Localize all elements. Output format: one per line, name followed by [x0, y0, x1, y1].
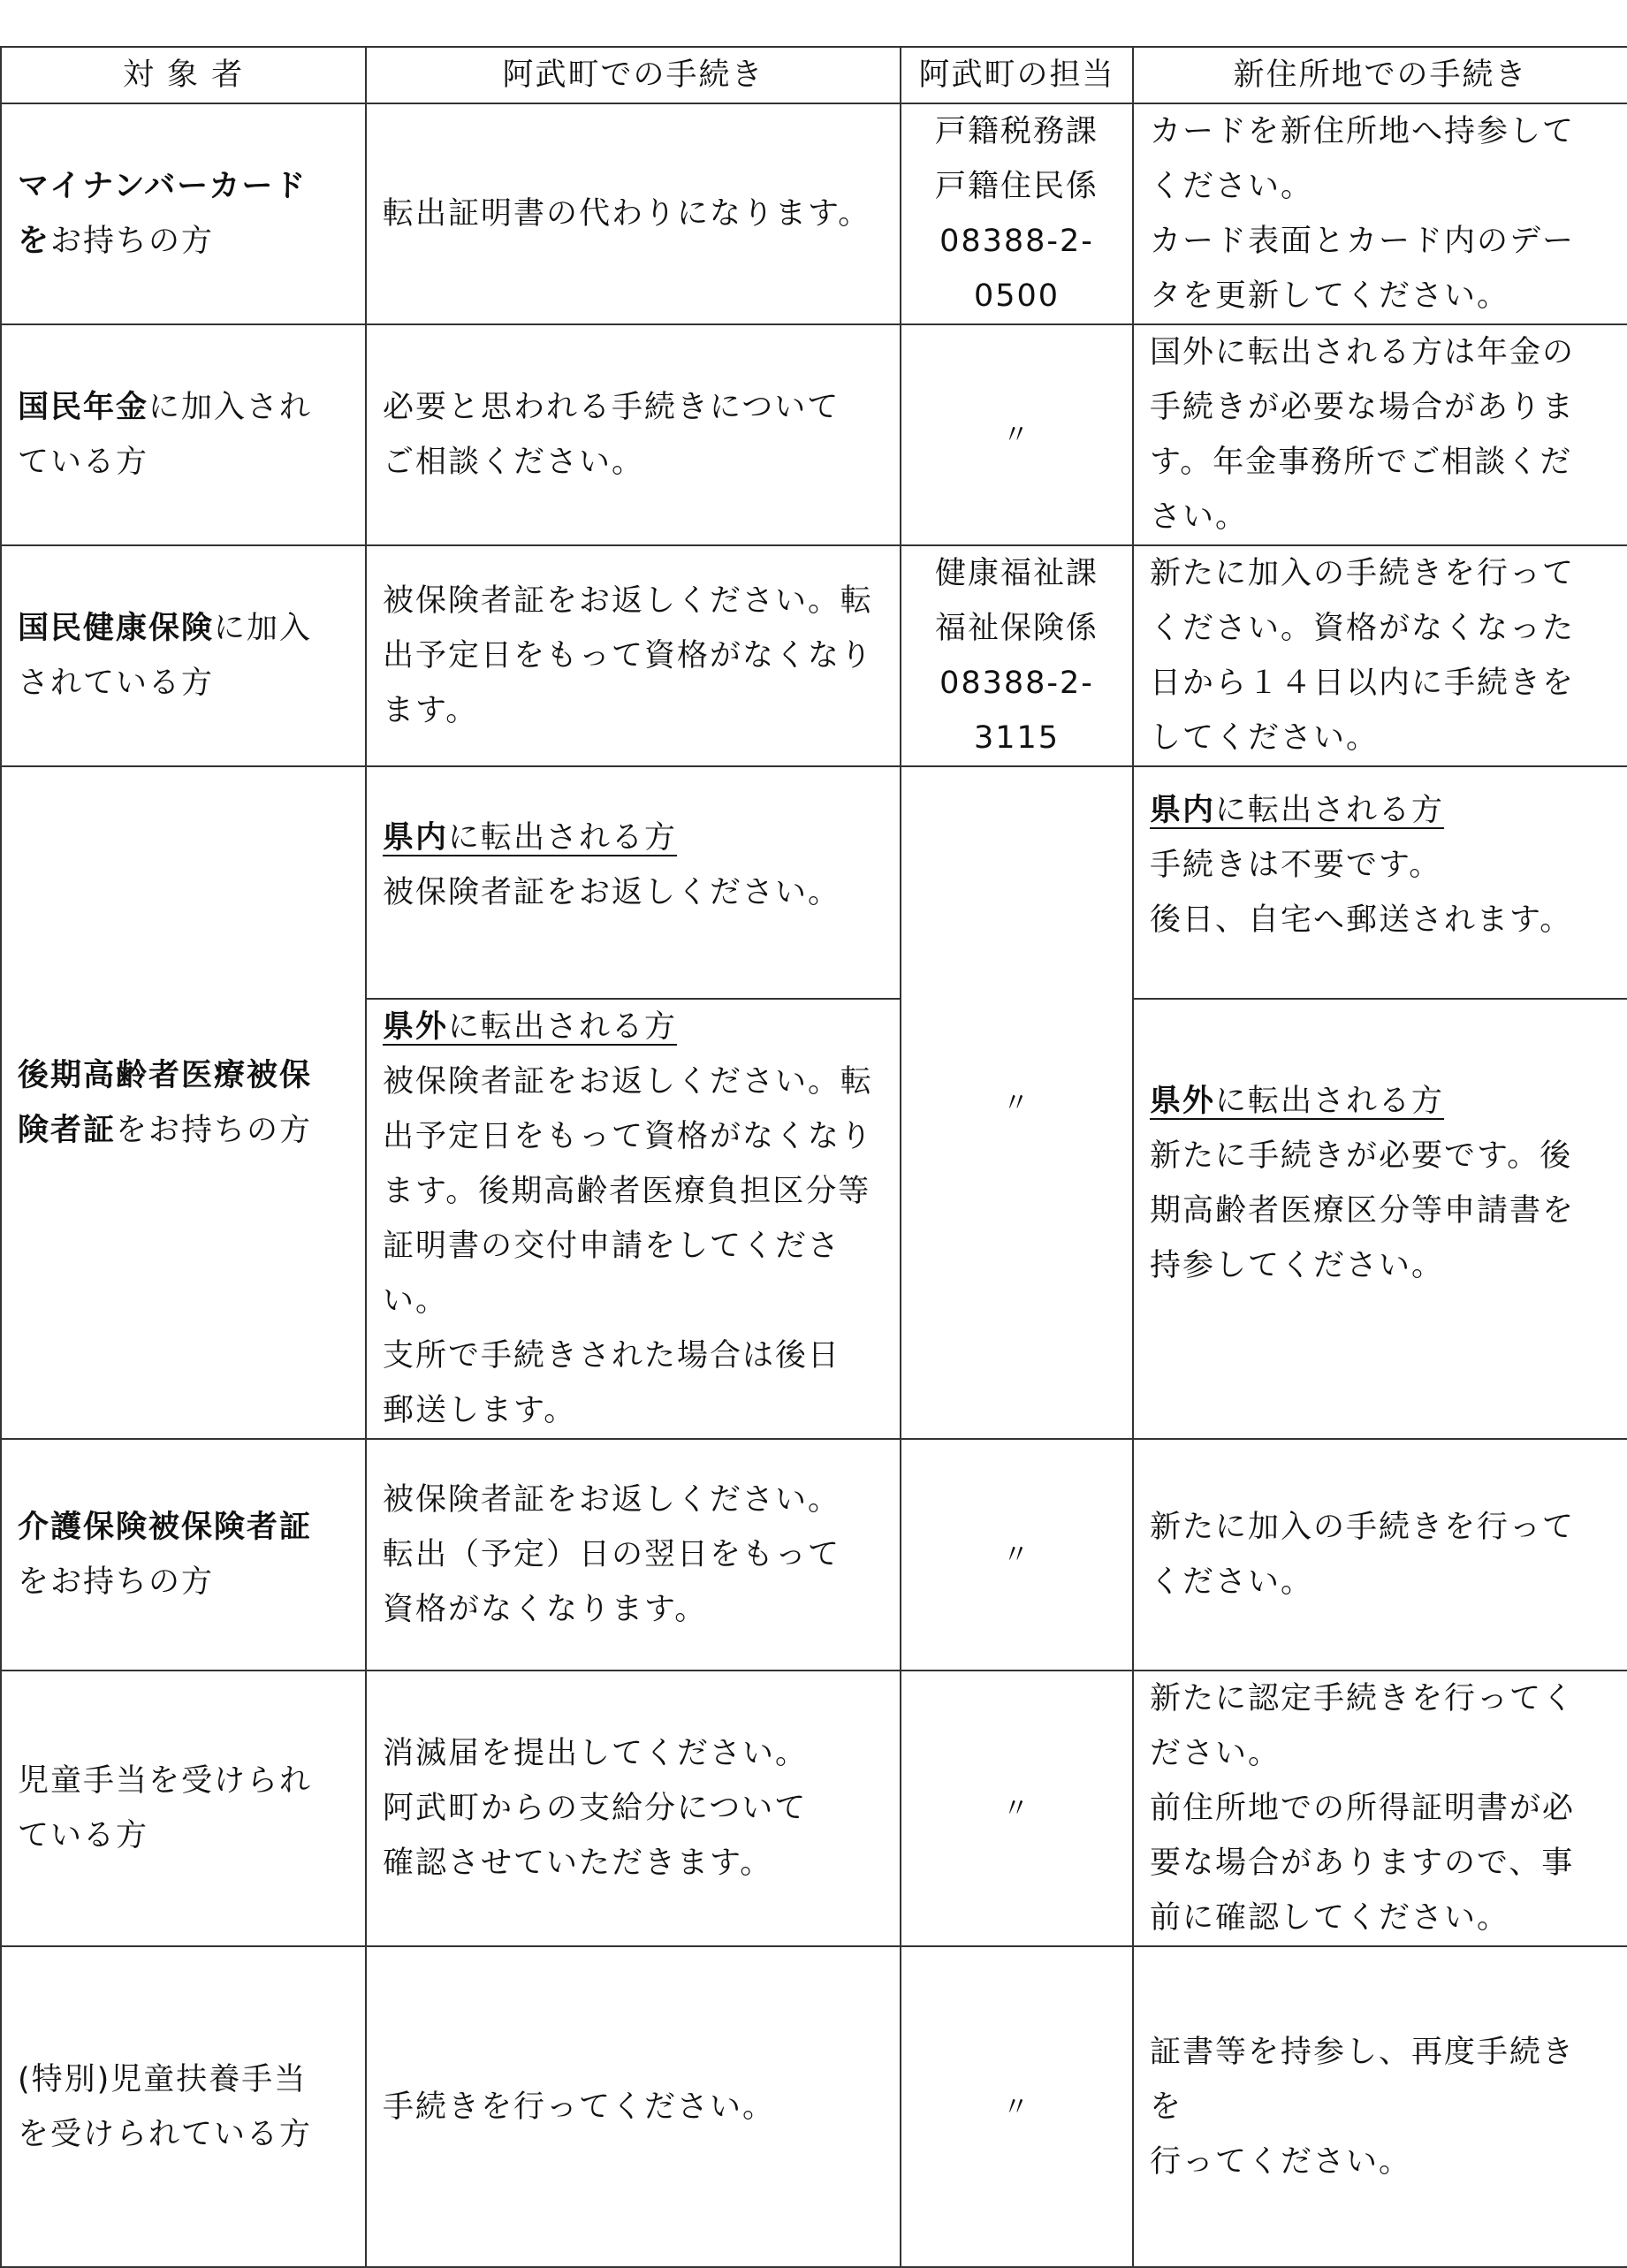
ditto-mark: 〃 — [1002, 2091, 1031, 2123]
target-cell — [1, 766, 366, 1439]
heading-text: に転出される方 — [1215, 792, 1445, 828]
abu-text: ます。 — [383, 693, 479, 728]
new-text: カード表面とカード内のデー — [1150, 224, 1576, 259]
abu-procedure-cell — [366, 103, 901, 324]
new-procedure-cell — [1133, 1946, 1627, 2267]
new-text: ください。 — [1150, 1564, 1314, 1600]
new-procedure-cell — [1133, 999, 1627, 1439]
contact-cell — [901, 103, 1133, 324]
new-text: ださい。 — [1150, 1736, 1281, 1771]
new-text: 手続きが必要な場合がありま — [1150, 390, 1576, 425]
target-text: に加入され — [148, 390, 313, 425]
ditto-mark: 〃 — [1002, 1793, 1031, 1824]
abu-text: 被保険者証をお返しください。転 — [383, 583, 874, 619]
target-text: に加入 — [214, 611, 313, 646]
heading-text: に転出される方 — [448, 819, 678, 856]
new-text: カードを新住所地へ持参して — [1150, 114, 1576, 149]
contact-section: 福祉保険係 — [934, 611, 1099, 646]
new-procedure-cell — [1133, 1439, 1627, 1671]
new-text: 後日、自宅へ郵送されます。 — [1150, 902, 1573, 938]
abu-procedure-cell — [366, 999, 901, 1439]
abu-text: 転出（予定）日の翌日をもって — [383, 1537, 841, 1572]
table-row-elderly-in-pref — [1, 766, 1627, 999]
contact-cell — [901, 1439, 1133, 1671]
abu-text: 手続きを行ってください。 — [383, 2089, 776, 2125]
abu-procedure-cell — [366, 766, 901, 999]
new-text: 証書等を持参し、再度手続き — [1150, 2034, 1576, 2070]
ditto-mark: 〃 — [1002, 1540, 1031, 1571]
abu-procedure-cell — [366, 1946, 901, 2267]
abu-text: 阿武町からの支給分について — [383, 1791, 808, 1826]
new-text: ください。資格がなくなった — [1150, 611, 1576, 646]
target-bold: を — [18, 224, 51, 259]
abu-text: 消滅届を提出してください。 — [383, 1736, 809, 1771]
abu-text: 出予定日をもって資格がなくなり — [383, 638, 874, 674]
new-text: 日から１４日以内に手続きを — [1150, 666, 1576, 701]
target-bold: 介護保険被保険者証 — [18, 1510, 313, 1545]
heading-text: に転出される方 — [1215, 1084, 1445, 1119]
new-text: 期高齢者医療区分等申請書を — [1150, 1193, 1576, 1229]
target-bold: マイナンバーカード — [18, 169, 308, 204]
abu-procedure-cell — [366, 324, 901, 545]
new-procedure-cell — [1133, 103, 1627, 324]
new-text: 新たに加入の手続きを行って — [1150, 1510, 1576, 1545]
contact-dept: 健康福祉課 — [934, 556, 1099, 591]
table-row-pension — [1, 324, 1627, 545]
contact-cell — [901, 1671, 1133, 1946]
ditto-mark: 〃 — [1002, 420, 1031, 451]
header-new-procedure: 新住所地での手続き — [1133, 47, 1627, 103]
heading-bold: 県外 — [383, 1009, 449, 1045]
contact-dept: 戸籍税務課 — [934, 114, 1099, 149]
new-text: 前に確認してください。 — [1150, 1900, 1510, 1936]
contact-cell — [901, 324, 1133, 545]
abu-text: 出予定日をもって資格がなくなり — [383, 1119, 874, 1154]
abu-text: 必要と思われる手続きについて — [383, 390, 840, 425]
new-text: 国外に転出される方は年金の — [1150, 335, 1576, 370]
target-cell — [1, 103, 366, 324]
target-cell — [1, 1946, 366, 2267]
target-text: (特別)児童扶養手当 — [18, 2061, 308, 2097]
target-cell — [1, 324, 366, 545]
contact-section: 戸籍住民係 — [934, 169, 1099, 204]
table-row-child — [1, 1671, 1627, 1946]
abu-text: 被保険者証をお返しください。 — [383, 874, 841, 910]
target-text: ている方 — [18, 445, 149, 480]
abu-text: 資格がなくなります。 — [383, 1592, 708, 1627]
new-text: 持参してください。 — [1150, 1248, 1445, 1283]
target-bold: 国民健康保険 — [18, 611, 215, 646]
procedures-table — [0, 46, 1627, 2268]
abu-text: ます。後期高齢者医療負担区分等 — [383, 1174, 871, 1209]
target-text: ている方 — [18, 1818, 149, 1853]
target-cell — [1, 1439, 366, 1671]
abu-text: 支所で手続きされた場合は後日 — [383, 1338, 841, 1374]
target-text: をお持ちの方 — [18, 1564, 215, 1600]
table-row-care — [1, 1439, 1627, 1671]
target-text: 児童手当を受けられ — [18, 1763, 313, 1799]
new-text: 新たに手続きが必要です。後 — [1150, 1138, 1573, 1174]
abu-procedure-cell — [366, 545, 901, 766]
abu-procedure-cell — [366, 1439, 901, 1671]
target-cell — [1, 545, 366, 766]
abu-text: 転出証明書の代わりになります。 — [383, 196, 871, 232]
in-pref-heading — [1150, 783, 1611, 838]
table-row-childcare — [1, 1946, 1627, 2267]
new-text: 手続きは不要です。 — [1150, 847, 1442, 883]
contact-cell — [901, 545, 1133, 766]
heading-bold: 県外 — [1150, 1084, 1216, 1119]
target-bold: 険者証 — [18, 1112, 117, 1148]
new-text: ください。 — [1150, 169, 1314, 204]
out-pref-heading — [383, 1000, 884, 1054]
header-row — [1, 47, 1627, 103]
target-bold: 国民年金 — [18, 390, 149, 425]
new-procedure-cell — [1133, 1671, 1627, 1946]
target-text: をお持ちの方 — [116, 1112, 313, 1148]
target-bold: 後期高齢者医療被保 — [18, 1057, 313, 1093]
new-procedure-cell — [1133, 324, 1627, 545]
out-pref-heading — [1150, 1074, 1611, 1129]
table-row-health — [1, 545, 1627, 766]
new-text: 行ってください。 — [1150, 2143, 1412, 2180]
new-text: 前住所地での所得証明書が必 — [1150, 1791, 1576, 1826]
heading-text: に転出される方 — [448, 1009, 678, 1045]
heading-bold: 県内 — [383, 819, 449, 856]
new-text: 要な場合がありますので、事 — [1150, 1846, 1575, 1881]
new-text: タを更新してください。 — [1150, 278, 1510, 314]
new-text: さい。 — [1150, 499, 1249, 535]
target-text: を受けられている方 — [18, 2116, 313, 2152]
target-text: されている方 — [18, 666, 215, 701]
abu-text: 被保険者証をお返しください。 — [383, 1482, 841, 1518]
abu-text: い。 — [383, 1283, 449, 1319]
abu-procedure-cell — [366, 1671, 901, 1946]
header-target: 対 象 者 — [1, 47, 366, 103]
contact-phone: 08388-2- — [939, 666, 1094, 701]
contact-phone: 08388-2- — [939, 224, 1094, 259]
abu-text: 郵送します。 — [383, 1393, 577, 1428]
heading-bold: 県内 — [1150, 792, 1216, 828]
new-procedure-cell — [1133, 545, 1627, 766]
contact-phone: 0500 — [973, 278, 1061, 314]
new-text: 新たに加入の手続きを行って — [1150, 556, 1576, 591]
abu-text: ご相談ください。 — [383, 445, 645, 480]
contact-cell — [901, 766, 1133, 1439]
new-text: す。年金事務所でご相談くだ — [1150, 445, 1573, 480]
abu-text: 確認させていただきます。 — [383, 1846, 773, 1881]
header-abu-procedure: 阿武町での手続き — [366, 47, 901, 103]
new-text: してください。 — [1150, 720, 1380, 756]
target-text: お持ちの方 — [50, 224, 215, 259]
table-row-mynumber — [1, 103, 1627, 324]
contact-phone: 3115 — [973, 720, 1061, 756]
abu-text: 被保険者証をお返しください。転 — [383, 1064, 874, 1100]
target-cell — [1, 1671, 366, 1946]
new-procedure-cell — [1133, 766, 1627, 999]
new-text: 新たに認定手続きを行ってく — [1150, 1681, 1576, 1716]
ditto-mark: 〃 — [1002, 1087, 1031, 1119]
header-abu-contact: 阿武町の担当 — [901, 47, 1133, 103]
abu-text: 証明書の交付申請をしてくださ — [383, 1229, 841, 1264]
in-pref-heading — [383, 811, 884, 865]
contact-cell — [901, 1946, 1133, 2267]
new-text: を — [1150, 2089, 1183, 2125]
